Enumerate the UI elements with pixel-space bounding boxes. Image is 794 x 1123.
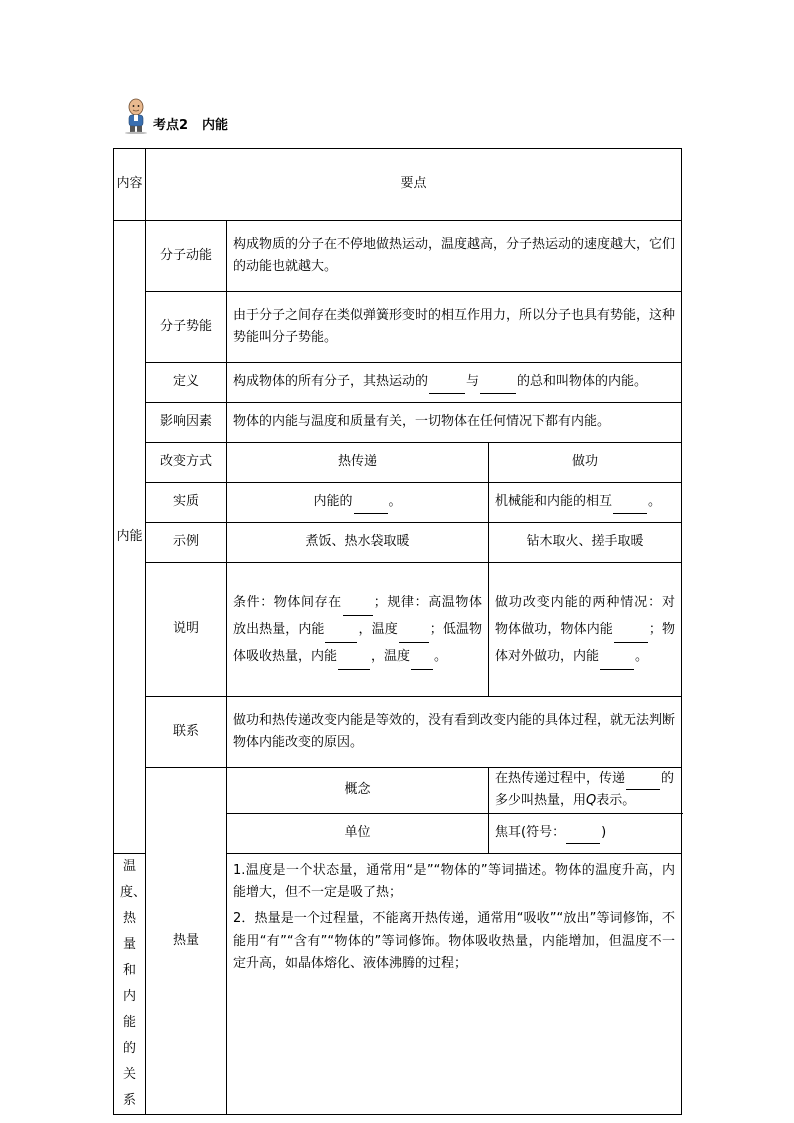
text-part: ；物体对外做功，内能	[495, 621, 675, 665]
row-text-relation: 做功和热传递改变内能是等效的，没有看到改变内能的具体过程，就无法判断物体内能改变的原因。	[227, 697, 682, 768]
group-heat: 热量	[146, 768, 227, 1115]
row-label-relationship: 温度、热量和内能的关系	[114, 853, 146, 1114]
text-part: 内能的	[313, 494, 353, 510]
section-label: 考点2	[153, 118, 189, 133]
table-row	[114, 292, 682, 363]
row-label-essence: 实质	[146, 483, 227, 523]
heat-symbol: Q	[586, 793, 597, 809]
knowledge-table	[113, 148, 682, 1115]
text-part: 做功改变内能的两种情况：对物体做功，物体内能	[495, 594, 676, 637]
section-heading	[123, 94, 242, 134]
section-topic: 内能	[202, 118, 229, 133]
row-text-definition	[227, 363, 682, 403]
table-row	[114, 523, 682, 563]
fill-blank[interactable]	[399, 628, 429, 643]
essence-heat-transfer	[227, 483, 489, 523]
text-part: ；规律：高温物体放出热量，内能	[233, 594, 482, 637]
text-part: 机械能和内能的相互	[495, 494, 613, 510]
row-text-concept	[489, 768, 682, 814]
fill-blank[interactable]	[600, 655, 634, 670]
row-label-definition: 定义	[146, 363, 227, 403]
table-row	[114, 403, 682, 443]
text-part: 的多少叫热量，用	[495, 771, 675, 809]
fill-blank[interactable]	[354, 499, 388, 514]
group-internal-energy: 内能	[114, 221, 146, 854]
text-part: 焦耳(符号：	[495, 825, 566, 841]
row-text-potential: 由于分子之间存在类似弹簧形变时的相互作用力，所以分子也具有势能，这种势能叫分子势能。	[227, 292, 682, 363]
row-label-explain: 说明	[146, 563, 227, 697]
text-part: 表示。	[596, 793, 636, 809]
text-part: 构成物体的所有分子，其热运动的	[233, 374, 429, 390]
explain-work	[489, 563, 682, 697]
row-label-kinetic: 分子动能	[146, 221, 227, 292]
row-label-change: 改变方式	[146, 443, 227, 483]
table-row	[114, 768, 682, 814]
text-part: 。	[635, 649, 649, 665]
text-part: 。	[648, 494, 662, 510]
row-label-unit: 单位	[227, 813, 489, 853]
change-work: 做功	[489, 443, 682, 483]
text-part: 条件：物体间存在	[233, 594, 342, 610]
fill-blank[interactable]	[626, 775, 660, 790]
table-row	[114, 363, 682, 403]
row-text-unit	[489, 813, 682, 853]
fill-blank[interactable]	[480, 379, 516, 394]
row-label-concept: 概念	[227, 768, 489, 814]
table-row	[114, 563, 682, 697]
table-row	[114, 443, 682, 483]
fill-blank[interactable]	[325, 628, 357, 643]
relationship-paragraph-2: 2．热量是一个过程量，不能离开热传递，通常用“吸收”“放出”等词修饰，不能用“有”“含有”“物体的”等词修饰。物体吸收热量，内能增加，但温度不一定升高，如晶体熔化、液体沸腾的过程；	[233, 911, 676, 972]
table-row	[114, 483, 682, 523]
example-heat-transfer: 煮饭、热水袋取暖	[227, 523, 489, 563]
change-heat-transfer: 热传递	[227, 443, 489, 483]
text-part: 。	[388, 494, 402, 510]
text-part: 在热传递过程中，传递	[495, 771, 626, 786]
text-part: 与	[466, 374, 480, 390]
table-row	[114, 221, 682, 292]
text-part: 的总和叫物体的内能。	[517, 374, 648, 390]
example-work: 钻木取火、搓手取暖	[489, 523, 682, 563]
row-text-factors: 物体的内能与温度和质量有关，一切物体在任何情况下都有内能。	[227, 403, 682, 443]
fill-blank[interactable]	[613, 499, 647, 514]
table-header-row	[114, 149, 682, 221]
section-title	[153, 114, 242, 133]
row-label-factors: 影响因素	[146, 403, 227, 443]
explain-heat-transfer	[227, 563, 489, 697]
text-part: ，温度	[358, 621, 398, 637]
row-label-example: 示例	[146, 523, 227, 563]
header-content-cell: 内容	[114, 149, 146, 221]
text-part: ；低温物体吸收热量，内能	[233, 621, 482, 665]
fill-blank[interactable]	[338, 655, 370, 670]
fill-blank[interactable]	[566, 829, 600, 844]
table-row	[114, 697, 682, 768]
fill-blank[interactable]	[614, 628, 648, 643]
row-label-potential: 分子势能	[146, 292, 227, 363]
essence-work	[489, 483, 682, 523]
text-part: ，温度	[371, 649, 411, 665]
row-text-kinetic: 构成物质的分子在不停地做热运动，温度越高，分子热运动的速度越大，它们的动能也就越大。	[227, 221, 682, 292]
fill-blank[interactable]	[429, 379, 465, 394]
text-part: )	[601, 825, 607, 841]
text-part: 。	[434, 649, 448, 665]
row-label-relation: 联系	[146, 697, 227, 768]
fill-blank[interactable]	[343, 601, 373, 616]
cartoon-person-icon	[123, 98, 149, 134]
row-text-relationship	[227, 853, 682, 1114]
fill-blank[interactable]	[411, 655, 433, 670]
header-points-cell: 要点	[146, 149, 682, 221]
relationship-paragraph-1: 1.温度是一个状态量，通常用“是”“物体的”等词描述。物体的温度升高，内能增大，但不一定是吸了热；	[233, 862, 676, 901]
